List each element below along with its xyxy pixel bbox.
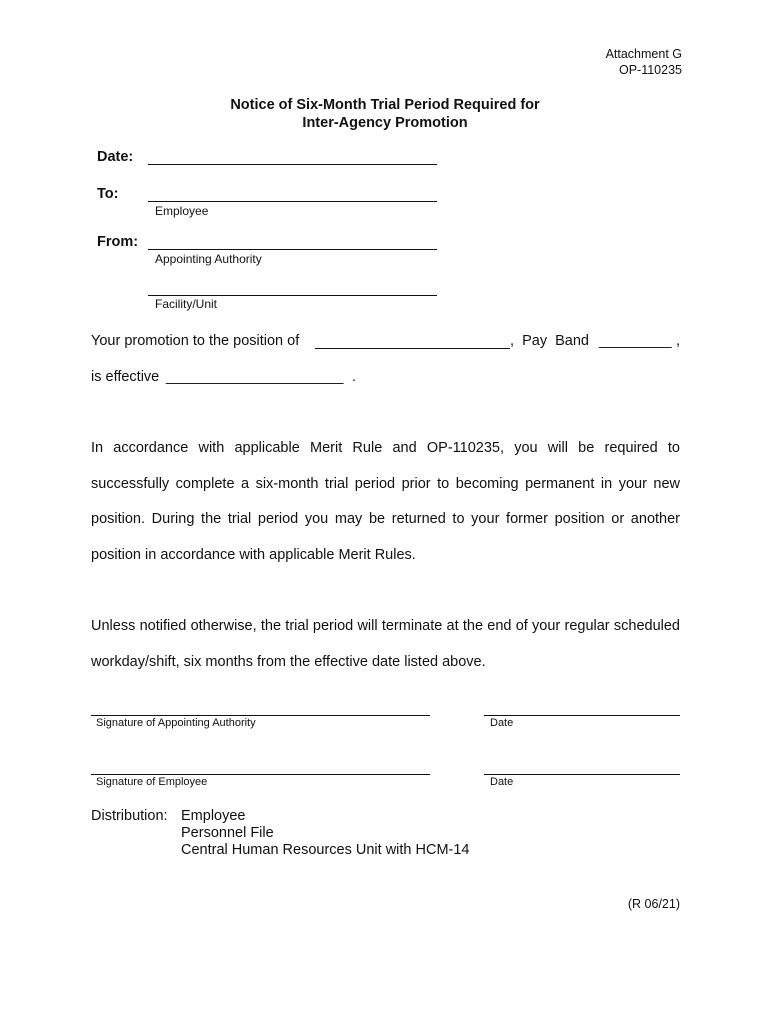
distribution-item-employee: Employee [181, 808, 246, 824]
distribution-label: Distribution: [91, 808, 168, 824]
employee-signature-caption: Signature of Employee [96, 776, 208, 788]
appointing-authority-caption: Appointing Authority [155, 252, 262, 266]
termination-paragraph [91, 609, 680, 680]
document-title-line-1: Notice of Six-Month Trial Period Required for [230, 97, 540, 113]
effective-prefix: is effective [91, 369, 160, 385]
to-field-line[interactable] [148, 201, 437, 202]
employee-date-line[interactable] [484, 774, 680, 775]
facility-field-line[interactable] [148, 295, 437, 296]
to-label: To: [97, 186, 119, 202]
date-field-line[interactable] [148, 164, 437, 165]
position-field-line[interactable] [315, 348, 510, 349]
pay-band-label: , Pay Band [510, 333, 589, 349]
pay-band-blank[interactable]: _________ [599, 333, 672, 349]
distribution-item-central-hr: Central Human Resources Unit with HCM-14 [181, 842, 470, 858]
authority-signature-line[interactable] [91, 715, 430, 716]
employee-signature-line[interactable] [91, 774, 430, 775]
effective-end: . [352, 369, 357, 385]
effective-date-blank[interactable]: ______________________ [166, 369, 344, 385]
attachment-label: Attachment G [605, 47, 682, 61]
trial-period-paragraph [91, 431, 680, 573]
trial-period-text: In accordance with applicable Merit Rule and OP-110235, you will be required to successfully complete a six-month trial period prior to becoming permanent in your new position. During the trial period you may be returned to your former position or another position in accordance with applicable Merit Rules. [91, 440, 680, 563]
document-title-line-2: Inter-Agency Promotion [302, 115, 468, 131]
distribution-item-personnel-file: Personnel File [181, 825, 274, 841]
from-field-line[interactable] [148, 249, 437, 250]
promotion-prefix: Your promotion to the position of [91, 333, 300, 349]
from-label: From: [97, 234, 139, 250]
termination-text: Unless notified otherwise, the trial period will terminate at the end of your regular scheduled workday/shift, six months from the effective date listed above. [91, 618, 680, 670]
employee-caption: Employee [155, 204, 209, 218]
revision-code: (R 06/21) [627, 897, 680, 911]
authority-signature-caption: Signature of Appointing Authority [96, 717, 256, 729]
date-label: Date: [97, 149, 134, 165]
pay-band-end: , [676, 333, 681, 349]
employee-date-caption: Date [490, 776, 514, 788]
form-number: OP-110235 [618, 63, 682, 77]
authority-date-line[interactable] [484, 715, 680, 716]
facility-caption: Facility/Unit [155, 297, 218, 311]
authority-date-caption: Date [490, 717, 514, 729]
